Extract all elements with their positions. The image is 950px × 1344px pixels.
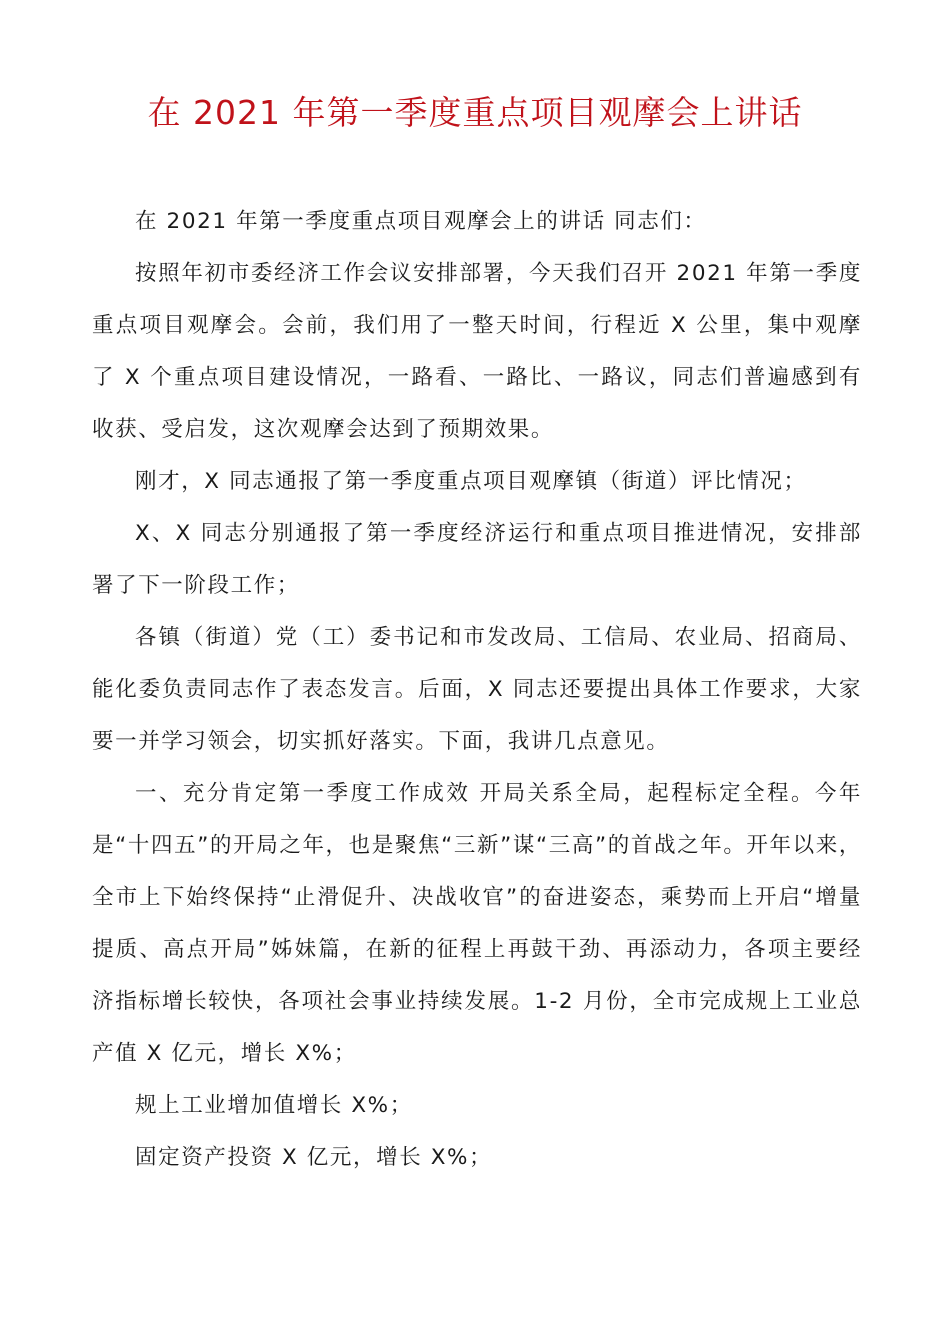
paragraph-statements: 各镇（街道）党（工）委书记和市发改局、工信局、农业局、招商局、能化委负责同志作了表态发言。后面，X 同志还要提出具体工作要求，大家要一并学习领会，切实抓好落实。下面，我讲几点意见。 [92,625,862,754]
document-body [92,196,862,1184]
document-title: 在 2021 年第一季度重点项目观摩会上讲话 [147,93,803,132]
paragraph-report-1: 刚才，X 同志通报了第一季度重点项目观摩镇（街道）评比情况； [135,469,807,494]
paragraph-intro: 按照年初市委经济工作会议安排部署，今天我们召开 2021 年第一季度重点项目观摩会。会前，我们用了一整天时间，行程近 X 公里，集中观摩了 X 个重点项目建设情况，一路看、一路比、一路议，同志们普遍感到有收获、受启发，这次观摩会达到了预期效果。 [92,261,862,442]
paragraph-industrial-value: 规上工业增加值增长 X%； [135,1093,413,1118]
paragraph-salutation: 在 2021 年第一季度重点项目观摩会上的讲话 同志们： [135,209,707,234]
paragraph-fixed-investment: 固定资产投资 X 亿元，增长 X%； [135,1145,493,1170]
paragraph-section-one: 一、充分肯定第一季度工作成效 开局关系全局，起程标定全程。今年是“十四五”的开局之年，也是聚焦“三新”谋“三高”的首战之年。开年以来，全市上下始终保持“止滑促升、决战收官”的奋进姿态，乘势而上开启“增量提质、高点开局”姊妹篇，在新的征程上再鼓干劲、再添动力，各项主要经济指标增长较快，各项社会事业持续发展。1-2 月份，全市完成规上工业总产值 X 亿元，增长 X%； [92,781,862,1066]
paragraph-report-2: X、X 同志分别通报了第一季度经济运行和重点项目推进情况，安排部署了下一阶段工作； [92,521,862,598]
